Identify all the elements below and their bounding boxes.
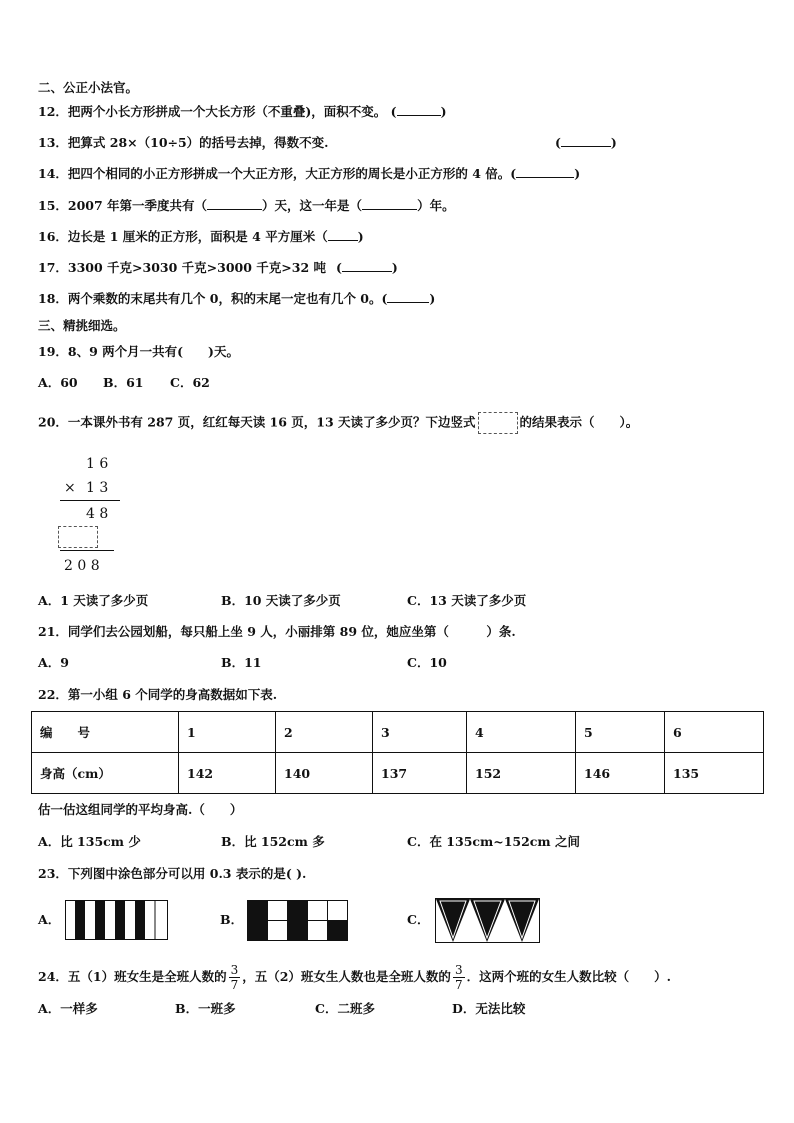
q22-option-b[interactable]: B．比 152cm 多 xyxy=(221,834,325,849)
q22-option-c[interactable]: C．在 135cm~152cm 之间 xyxy=(407,834,580,849)
table-cell: 142 xyxy=(179,753,276,794)
q20-text-a: 20．一本课外书有 287 页，红红每天读 16 页，13 天读了多少页？下边竖式 xyxy=(38,414,476,430)
table-cell: 135 xyxy=(665,753,764,794)
calc-result: 2 0 8 xyxy=(64,558,100,574)
q22-question: 估一估这组同学的平均身高.（ ） xyxy=(38,802,243,817)
q17-close: ) xyxy=(391,260,398,275)
q18-close: ) xyxy=(429,291,436,306)
question-22: 22．第一小组 6 个同学的身高数据如下表. xyxy=(38,687,278,702)
q21-option-c[interactable]: C．10 xyxy=(407,655,447,670)
calc-line-2 xyxy=(60,550,114,551)
q23-figure-c[interactable] xyxy=(435,898,541,944)
q15-part-b: ）天，这一年是（ xyxy=(262,198,363,213)
question-15 xyxy=(38,198,455,214)
q24-option-b[interactable]: B．一班多 xyxy=(175,1001,236,1016)
q15-part-a: 15．2007 年第一季度共有（ xyxy=(38,198,208,213)
q14-answer-blank[interactable] xyxy=(516,167,574,178)
q13-open: ( xyxy=(555,135,561,150)
q12-text: 12．把两个小长方形拼成一个大长方形（不重叠)，面积不变。 ( xyxy=(38,104,397,119)
q23-figure-b[interactable] xyxy=(247,900,349,942)
q24-part-b: ，五（2）班女生人数也是全班人数的 xyxy=(242,969,451,984)
q23-figure-a[interactable] xyxy=(65,900,169,941)
table-cell: 5 xyxy=(576,712,665,753)
q21-option-b[interactable]: B．11 xyxy=(221,655,262,670)
table-cell: 152 xyxy=(467,753,576,794)
q19-option-b[interactable]: B．61 xyxy=(103,375,144,390)
q23-label-a: A． xyxy=(38,912,61,927)
section-2-heading: 二、公正小法官。 xyxy=(38,80,139,95)
q24-option-a[interactable]: A．一样多 xyxy=(38,1001,98,1016)
q13-answer xyxy=(555,135,617,151)
question-12 xyxy=(38,104,447,120)
q24-fraction-2 xyxy=(453,963,465,992)
q20-option-c[interactable]: C．13 天读了多少页 xyxy=(407,593,527,608)
calc-operator: × xyxy=(64,480,76,496)
q17-answer-blank[interactable] xyxy=(342,261,392,272)
q16-close: ) xyxy=(357,229,364,244)
table-cell: 身高（cm） xyxy=(32,753,179,794)
question-16 xyxy=(38,229,364,245)
q12-close: ) xyxy=(440,104,447,119)
question-17: 17．3300 千克>3030 千克>3000 千克>32 吨 xyxy=(38,260,326,275)
q17-open: ( xyxy=(336,260,342,275)
fraction-numerator: 3 xyxy=(454,963,463,977)
question-20 xyxy=(38,412,638,434)
q22-option-a[interactable]: A．比 135cm 少 xyxy=(38,834,141,849)
table-cell: 3 xyxy=(373,712,467,753)
calc-line-1 xyxy=(60,500,120,501)
fraction-denominator: 7 xyxy=(454,978,463,992)
question-18 xyxy=(38,291,435,307)
q21-option-a[interactable]: A．9 xyxy=(38,655,69,670)
calc-row-1: 1 6 xyxy=(86,456,109,472)
q16-answer-blank[interactable] xyxy=(328,230,358,241)
q15-part-c: ）年。 xyxy=(417,198,455,213)
q15-blank-1[interactable] xyxy=(207,199,262,210)
q13-answer-blank[interactable] xyxy=(561,136,611,147)
q24-part-c: ．这两个班的女生人数比较（ ）. xyxy=(466,969,671,984)
q24-part-a: 24．五（1）班女生是全班人数的 xyxy=(38,969,227,984)
q16-text: 16．边长是 1 厘米的正方形，面积是 4 平方厘米（ xyxy=(38,229,328,244)
fraction-numerator: 3 xyxy=(230,963,239,977)
q24-fraction-1 xyxy=(229,963,241,992)
q18-text: 18．两个乘数的末尾共有几个 0，积的末尾一定也有几个 0。( xyxy=(38,291,388,306)
q23-label-c: C． xyxy=(407,912,430,927)
height-table xyxy=(31,711,764,794)
q12-answer-blank[interactable] xyxy=(397,105,441,116)
q17-answer xyxy=(336,260,398,276)
calc-row-3: 4 8 xyxy=(86,506,109,522)
q13-close: ) xyxy=(610,135,617,150)
q19-option-a[interactable]: A．60 xyxy=(38,375,78,390)
q20-text-b: 的结果表示（ ）。 xyxy=(519,414,639,430)
q15-blank-2[interactable] xyxy=(362,199,417,210)
table-cell: 140 xyxy=(276,753,373,794)
table-cell: 2 xyxy=(276,712,373,753)
question-13: 13．把算式 28×（10÷5）的括号去掉，得数不变. xyxy=(38,135,329,150)
q14-text: 14．把四个相同的小正方形拼成一个大正方形，大正方形的周长是小正方形的 4 倍。( xyxy=(38,166,517,181)
table-cell: 146 xyxy=(576,753,665,794)
q19-option-c[interactable]: C．62 xyxy=(170,375,210,390)
question-19: 19．8、9 两个月一共有( )天。 xyxy=(38,344,239,359)
table-row xyxy=(32,712,764,753)
q14-close: ) xyxy=(574,166,581,181)
calc-row-2: 1 3 xyxy=(86,480,109,496)
section-3-heading: 三、精挑细选。 xyxy=(38,318,126,333)
table-cell: 4 xyxy=(467,712,576,753)
table-cell: 1 xyxy=(179,712,276,753)
question-24 xyxy=(38,962,671,992)
q24-option-c[interactable]: C．二班多 xyxy=(315,1001,375,1016)
table-row xyxy=(32,753,764,794)
calc-dashed-box xyxy=(58,526,98,548)
q24-option-d[interactable]: D．无法比较 xyxy=(452,1001,526,1016)
q20-dashed-box xyxy=(478,412,518,434)
q18-answer-blank[interactable] xyxy=(387,292,429,303)
question-14 xyxy=(38,166,580,182)
question-23: 23．下列图中涂色部分可以用 0.3 表示的是( ). xyxy=(38,866,307,881)
q20-option-b[interactable]: B．10 天读了多少页 xyxy=(221,593,341,608)
question-21: 21．同学们去公园划船，每只船上坐 9 人，小丽排第 89 位，她应坐第（ ）条. xyxy=(38,624,516,639)
q23-label-b: B． xyxy=(220,912,244,927)
fraction-denominator: 7 xyxy=(230,978,239,992)
q20-option-a[interactable]: A．1 天读了多少页 xyxy=(38,593,149,608)
table-cell: 编 号 xyxy=(32,712,179,753)
table-cell: 6 xyxy=(665,712,764,753)
table-cell: 137 xyxy=(373,753,467,794)
